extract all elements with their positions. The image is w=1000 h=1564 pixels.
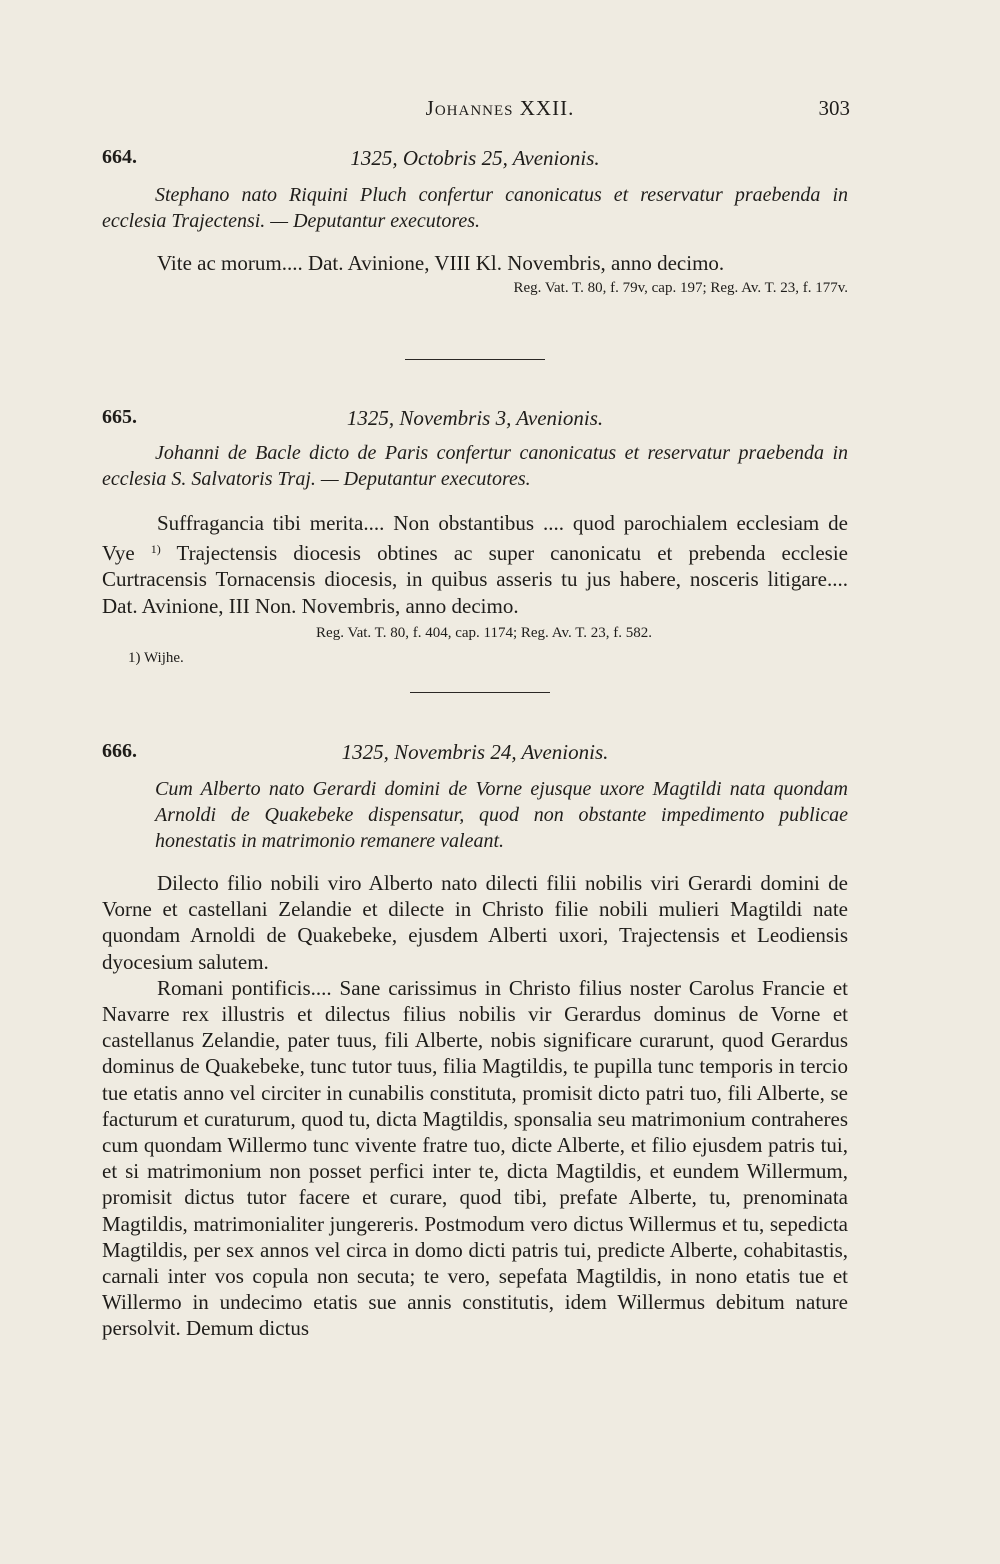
entry-source: Reg. Vat. T. 80, f. 79v, cap. 197; Reg. Av. T. 23, f. 177v. [513,280,848,297]
footnote-marker: 1) [150,542,161,557]
entry-heading [102,740,848,772]
entry-664 [102,146,848,298]
entry-number: 665. [102,406,137,428]
entry-heading [102,406,848,438]
entry-date: 1325, Novembris 3, Avenionis. [346,406,604,430]
entry-date: 1325, Novembris 24, Avenionis. [341,740,609,764]
section-divider [405,359,545,360]
entry-body-address: Dilecto filio nobili viro Alberto nato dilecti filii nobilis viri Gerardi domini de Vorne et castellani Zelandie et dilecte in Christo filie nobili mulieri Magtildi nate quondam Arnoldi de Quakebeke, ejusdem Alberti uxori, Trajectensis et Leodiensis dyocesium salutem. [102,871,848,974]
entry-summary: Johanni de Bacle dicto de Paris confertur canonicatus et reservatur praebenda in ecclesia S. Salvatoris Traj. — Deputantur executores. [102,442,848,490]
entry-number: 666. [102,740,137,762]
entry-body: Vite ac morum.... Dat. Avinione, VIII Kl. Novembris, anno decimo. [157,251,725,275]
entry-number: 664. [102,146,137,168]
entry-summary: Cum Alberto nato Gerardi domini de Vorne ejusque uxore Magtildi nata quondam Arnoldi de Quakebeke dispensatur, quod non obstante impedimento publicae honestatis in matrimonio remanere valeant. [155,778,848,852]
entry-source: Reg. Vat. T. 80, f. 404, cap. 1174; Reg. Av. T. 23, f. 582. [316,624,652,641]
body-text-part: Trajectensis diocesis obtines ac super canonicatu et prebenda ecclesie Curtracensis Tornacensis diocesis, in quibus asseris tu jus habere, nosceris litigare.... Dat. Avinione, III Non. Novembris, anno decimo. [102,541,848,618]
section-divider [410,692,550,693]
entry-body-narratio: Romani pontificis.... Sane carissimus in Christo filius noster Carolus Francie et Navarre rex illustris et dilectus filius nobilis vir Gerardus dominus de Vorne et castellanus Zelandie, pater tuus, fili Alberte, nobis significare curarunt, quod Gerardus dominus de Quakebeke, tunc tutor tuus, filia Magtildis, te pupilla tunc temporis in tercio tue etatis anno vel circiter in cunabilis constituta, promisit dicto patri tuo, fili Alberte, se facturum et curaturum, quod tu, dicta Magtildis, sponsalia seu matrimonium contraheres cum quondam Willermo tunc vivente fratre tuo, dicte Alberte, et filio ejusdem patris tui, et si matrimonium non posset perfici inter te, dicta Magtildis, et eundem Willermum, promisit dictus tutor facere et curare, quod tibi, prefate Alberte, tu, prenominata Magtildis, matrimonialiter jungereris. Postmodum vero dictus Willermus et tu, sepedicta Magtildis, per sex annos vel circa in domo dicti patris tui, predicte Alberte, cohabitastis, carnali inter vos copula non secuta; te vero, sepefata Magtildis, in nono etatis tue et Willermo in undecimo etatis sue annis constitutis, idem Willermus debitum nature persolvit. Demum dictus [102,975,848,1341]
entry-665 [102,406,848,643]
running-head: Johannes XXII. [425,96,575,120]
entry-heading [102,146,848,178]
page-number: 303 [818,96,850,120]
entry-summary: Stephano nato Riquini Pluch confertur canonicatus et reservatur praebenda in ecclesia Trajectensi. — Deputantur executores. [102,184,848,232]
page-header [0,96,1000,126]
entry-666 [102,740,848,1342]
entry-body [102,510,848,619]
body-text-part: Suffragancia tibi merita.... Non obstantibus .... quod parochialem ecclesiam de Vye [102,511,848,566]
entry-date: 1325, Octobris 25, Avenionis. [350,146,600,170]
footnote: 1) Wijhe. [128,650,184,666]
